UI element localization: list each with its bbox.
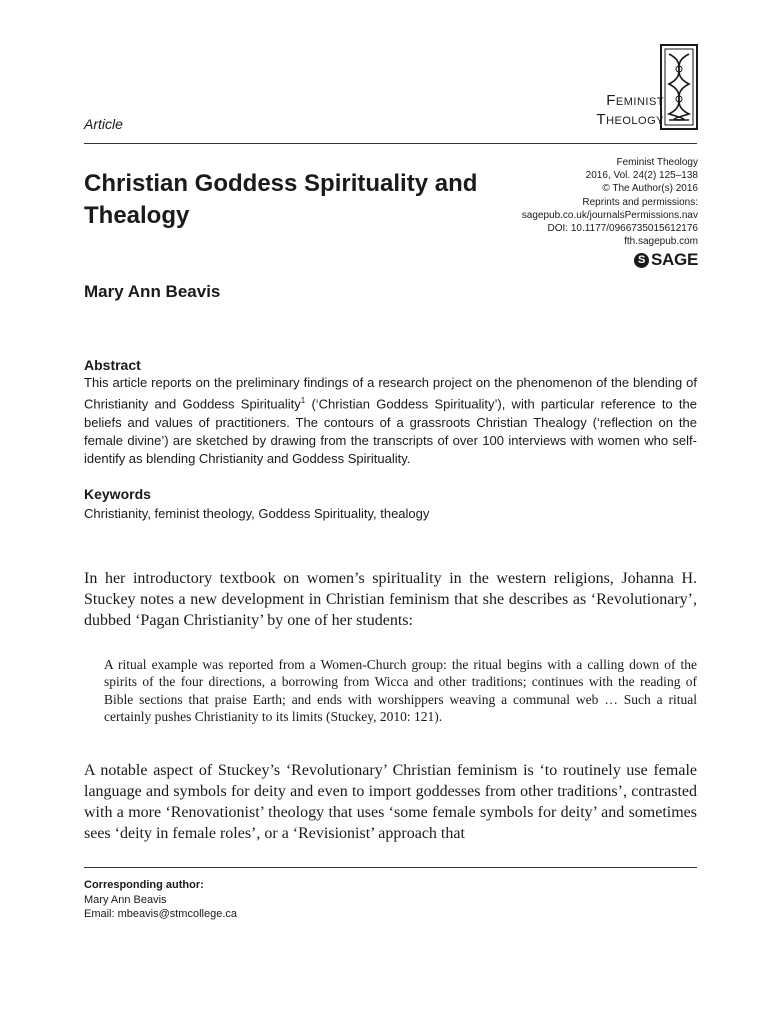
author-name: Mary Ann Beavis [84,282,221,301]
abstract-text-part2: (‘Christian Goddess Spirituality’), with particular reference to the beliefs and values of practitioners. The contours of a grassroots Christian Thealogy (‘reflection on the female divine’) are sketched by drawing from the transcripts of over 100 interviews with women who self-identify as blending Christianity and Goddess Spirituality. [84,396,697,467]
abstract-heading: Abstract [84,357,141,373]
block-quote: A ritual example was reported from a Women-Church group: the ritual begins with a calling down of the spirits of the four directions, a borrowing from Wicca and other traditions; continues with the reading of Bible sections that praise Earth; and ends with worshippers weaving a communal web … Such a ritual certainly pushes Christianity to its limits (Stuckey, 2010: 121). [104,657,697,724]
publisher-logo [634,250,698,270]
meta-doi[interactable]: DOI: 10.1177/0966735015612176 [547,223,698,235]
sage-s-icon: S [634,253,649,268]
footnote-marker[interactable]: 1 [300,396,306,406]
abstract-text-part1: This article reports on the preliminary findings of a research project on the phenomenon of the blending of Christianity and Goddess Spirituality [84,375,697,412]
corresponding-author-email[interactable]: Email: mbeavis@stmcollege.ca [84,908,237,920]
body-paragraph-1: In her introductory textbook on women’s spirituality in the western religions, Johanna H. Stuckey notes a new development in Christian feminism that she describes as ‘Revolutionary’, dubbed ‘Pagan Christianity’ by one of her students: [84,570,697,629]
article-title: Christian Goddess Spirituality and Thealogy [84,170,478,229]
publication-metadata [522,156,698,248]
abstract-body [84,374,697,468]
publisher-logo-text: SAGE [651,250,698,269]
meta-permissions-link[interactable]: sagepub.co.uk/journalsPermissions.nav [521,209,698,221]
meta-site-link[interactable]: fth.sagepub.com [624,236,698,248]
journal-logo-line1: Feminist [606,92,664,109]
meta-journal: Feminist Theology [616,157,698,168]
meta-reprints: Reprints and permissions: [582,196,698,208]
keywords-list: Christianity, feminist theology, Goddess Spirituality, thealogy [84,506,430,521]
meta-volume: 2016, Vol. 24(2) 125–138 [585,170,698,182]
corresponding-author-note [84,878,237,922]
corresponding-author-label: Corresponding author: [84,879,204,891]
header-divider [84,143,697,144]
journal-logo [540,44,698,132]
meta-copyright: © The Author(s) 2016 [602,183,698,195]
celtic-knot-icon [660,44,698,130]
journal-logo-line2: Theology [596,111,664,128]
keywords-heading: Keywords [84,486,151,502]
corresponding-author-name: Mary Ann Beavis [84,893,167,906]
article-type-label: Article [84,116,123,132]
footnote-divider [84,867,697,868]
body-paragraph-2: A notable aspect of Stuckey’s ‘Revolutionary’ Christian feminism is ‘to routinely use female language and symbols for deity and even to import goddesses from other traditions’, contrasted with a more ‘Renovationist’ theology that uses ‘some female symbols for deity’ and sometimes sees ‘deity in female roles’, or a ‘Revisionist’ approach that [84,762,697,842]
